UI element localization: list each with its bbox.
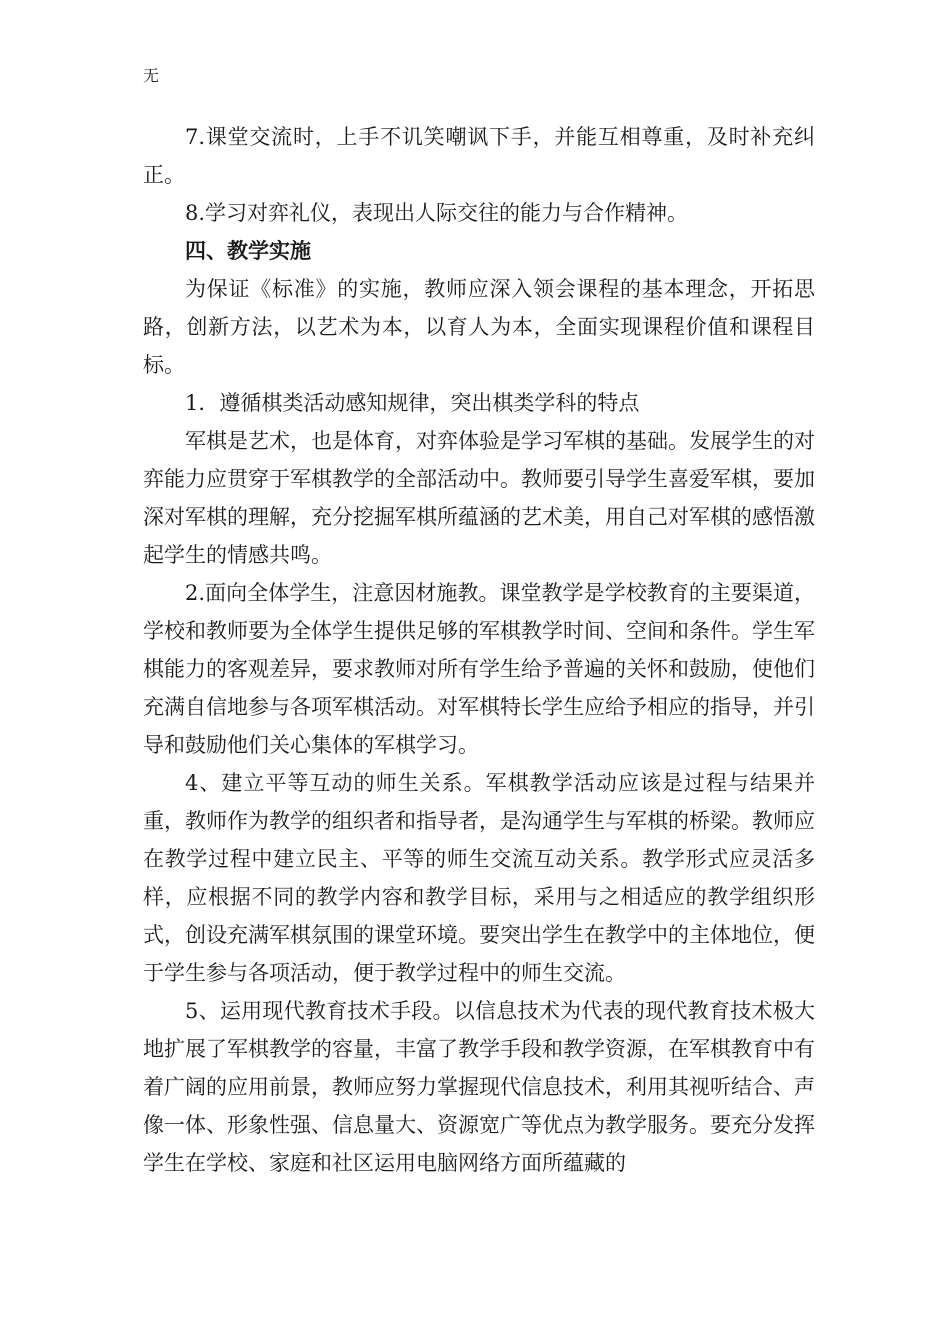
paragraph-item-7: 7.课堂交流时，上手不讥笑嘲讽下手，并能互相尊重，及时补充纠正。 <box>143 125 815 187</box>
paragraph-intro: 为保证《标准》的实施，教师应深入领会课程的基本理念，开拓思路，创新方法，以艺术为本，以育人为本，全面实现课程价值和课程目标。 <box>143 277 815 377</box>
paragraph-rule-5: 5、运用现代教育技术手段。以信息技术为代表的现代教育技术极大地扩展了军棋教学的容量，丰富了教学手段和教学资源，在军棋教育中有着广阔的应用前景，教师应努力掌握现代信息技术，利用其视听结合、声像一体、形象性强、信息量大、资源宽广等优点为教学服务。要充分发挥学生在学校、家庭和社区运用电脑网络方面所蕴藏的 <box>143 999 815 1175</box>
body-text <box>143 118 815 1182</box>
subheading-rule-1: 1．遵循棋类活动感知规律，突出棋类学科的特点 <box>185 391 640 415</box>
paragraph-rule-4: 4、建立平等互动的师生关系。军棋教学活动应该是过程与结果并重，教师作为教学的组织者和指导者，是沟通学生与军棋的桥梁。教师应在教学过程中建立民主、平等的师生交流互动关系。教学形式应灵活多样，应根据不同的教学内容和教学目标，采用与之相适应的教学组织形式，创设充满军棋氛围的课堂环境。要突出学生在教学中的主体地位，便于学生参与各项活动，便于教学过程中的师生交流。 <box>143 771 815 985</box>
paragraph-item-8: 8.学习对弈礼仪，表现出人际交往的能力与合作精神。 <box>185 201 689 225</box>
header-mark: 无 <box>143 66 160 85</box>
section-heading-teaching-implementation: 四、教学实施 <box>185 238 311 263</box>
paragraph-military-chess-art: 军棋是艺术，也是体育，对弈体验是学习军棋的基础。发展学生的对弈能力应贯穿于军棋教学的全部活动中。教师要引导学生喜爱军棋，要加深对军棋的理解，充分挖掘军棋所蕴涵的艺术美，用自己对军棋的感悟激起学生的情感共鸣。 <box>143 429 815 567</box>
paragraph-rule-2: 2.面向全体学生，注意因材施教。课堂教学是学校教育的主要渠道，学校和教师要为全体学生提供足够的军棋教学时间、空间和条件。学生军棋能力的客观差异，要求教师对所有学生给予普遍的关怀和鼓励，使他们充满自信地参与各项军棋活动。对军棋特长学生应给予相应的指导，并引导和鼓励他们关心集体的军棋学习。 <box>143 581 815 757</box>
